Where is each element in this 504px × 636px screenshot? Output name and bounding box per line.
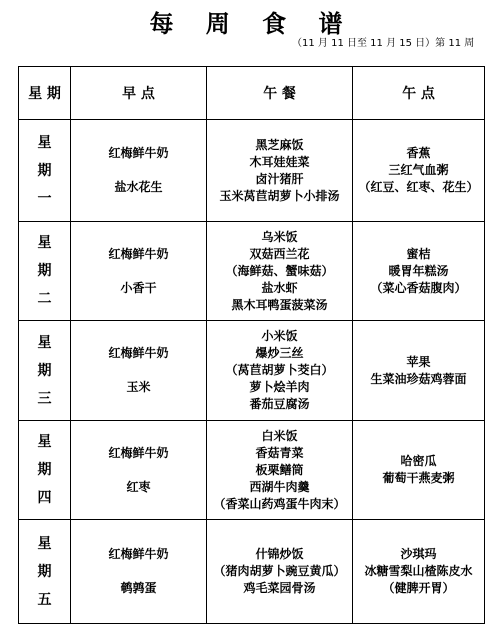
header-row (19, 67, 485, 120)
day-char: 期 (37, 362, 52, 379)
breakfast-item: 小香干 (120, 280, 157, 295)
table-row (19, 321, 485, 421)
breakfast-item: 红梅鲜牛奶 (108, 146, 169, 160)
day-char: 一 (37, 190, 52, 207)
spacer (71, 362, 206, 379)
day-char: 星 (37, 134, 52, 151)
lunch-item: （海鲜菇、蟹味菇） (225, 263, 334, 278)
lunch-item: 萝卜烩羊肉 (249, 380, 310, 394)
lunch-cell (207, 222, 353, 321)
lunch-item: 乌米饭 (261, 229, 298, 244)
table-row (19, 120, 485, 222)
header-snack: 午 点 (353, 67, 485, 120)
lunch-item: 木耳娃娃菜 (249, 154, 310, 169)
snack-cell (353, 120, 485, 222)
day-cell (19, 520, 71, 624)
snack-item: 暖胃年糕汤 (388, 263, 449, 278)
lunch-item: 黑木耳鸭蛋菠菜汤 (231, 297, 328, 312)
breakfast-item: 鹌鹑蛋 (120, 581, 157, 595)
lunch-cell (207, 120, 353, 222)
header-lunch: 午 餐 (207, 67, 353, 120)
breakfast-cell (71, 321, 207, 421)
table-row (19, 421, 485, 520)
breakfast-item: 盐水花生 (114, 180, 163, 194)
snack-item: 哈密瓜 (400, 454, 437, 468)
lunch-item: 卤汁猪肝 (255, 171, 304, 186)
lunch-item: 白米饭 (261, 428, 298, 443)
snack-item: 沙琪玛 (400, 547, 437, 561)
lunch-item: 爆炒三丝 (255, 346, 304, 360)
lunch-item: 鸡毛菜园骨汤 (243, 581, 316, 595)
day-char: 星 (37, 434, 52, 450)
spacer (71, 563, 206, 580)
day-char: 五 (37, 591, 52, 608)
lunch-item: 西湖牛肉羹 (249, 479, 310, 494)
breakfast-item: 红梅鲜牛奶 (108, 246, 169, 261)
spacer (71, 162, 206, 179)
snack-cell (353, 520, 485, 624)
snack-cell (353, 421, 485, 520)
day-char: 期 (37, 263, 52, 279)
snack-item: （健脾开胃） (382, 581, 455, 595)
day-cell (19, 421, 71, 520)
table-row (19, 222, 485, 321)
lunch-cell (207, 520, 353, 624)
day-cell (19, 120, 71, 222)
day-cell (19, 222, 71, 321)
spacer (71, 462, 206, 479)
breakfast-item: 玉米 (126, 380, 151, 394)
lunch-item: 黑芝麻饭 (255, 137, 304, 152)
lunch-item: （猪肉胡萝卜豌豆黄瓜） (213, 564, 346, 578)
day-char: 星 (37, 235, 52, 251)
snack-item: 生菜油珍菇鸡蓉面 (370, 371, 467, 386)
lunch-item: 板栗鳝筒 (255, 462, 304, 477)
day-char: 星 (37, 334, 52, 351)
day-char: 期 (37, 162, 52, 179)
snack-item: 冰糖雪梨山楂陈皮水 (364, 564, 473, 578)
snack-item: 葡萄干燕麦粥 (382, 471, 455, 485)
breakfast-cell (71, 520, 207, 624)
day-char: 期 (37, 462, 52, 478)
lunch-item: 香菇青菜 (255, 445, 304, 460)
lunch-item: 小米饭 (261, 329, 298, 343)
breakfast-cell (71, 421, 207, 520)
lunch-item: 什锦炒饭 (255, 547, 304, 561)
lunch-item: 双菇西兰花 (249, 246, 310, 261)
breakfast-cell (71, 222, 207, 321)
snack-item: 香蕉 (406, 146, 431, 160)
day-char: 四 (37, 490, 52, 506)
header-day: 星 期 (19, 67, 71, 120)
header-breakfast: 早 点 (71, 67, 207, 120)
date-range-subtitle: （11 月 11 日至 11 月 15 日）第 11 周 (292, 38, 475, 49)
day-char: 三 (37, 390, 52, 407)
page-title: 每 周 食 谱 (149, 9, 355, 38)
breakfast-item: 红梅鲜牛奶 (108, 445, 169, 460)
breakfast-item: 红梅鲜牛奶 (108, 346, 169, 360)
breakfast-item: 红枣 (126, 479, 151, 494)
lunch-cell (207, 421, 353, 520)
spacer (71, 263, 206, 280)
snack-item: 蜜桔 (406, 246, 431, 261)
snack-item: （菜心香菇腹肉） (370, 280, 467, 295)
day-cell (19, 321, 71, 421)
day-char: 期 (37, 563, 52, 580)
weekly-menu-table (18, 66, 485, 624)
lunch-item: 盐水虾 (261, 280, 298, 295)
menu-body (19, 120, 485, 624)
breakfast-cell (71, 120, 207, 222)
lunch-item: 玉米莴苣胡萝卜小排汤 (219, 188, 340, 203)
snack-item: 苹果 (406, 354, 431, 369)
snack-item: （红豆、红枣、花生） (358, 180, 479, 194)
breakfast-item: 红梅鲜牛奶 (108, 547, 169, 561)
snack-cell (353, 321, 485, 421)
snack-item: 三红气血粥 (388, 163, 449, 177)
lunch-item: （香菜山药鸡蛋牛肉末） (213, 496, 346, 511)
lunch-item: 番茄豆腐汤 (249, 397, 310, 411)
lunch-item: （莴苣胡萝卜茭白） (225, 363, 334, 377)
snack-cell (353, 222, 485, 321)
lunch-cell (207, 321, 353, 421)
table-row (19, 520, 485, 624)
day-char: 二 (37, 291, 52, 307)
day-char: 星 (37, 535, 52, 552)
